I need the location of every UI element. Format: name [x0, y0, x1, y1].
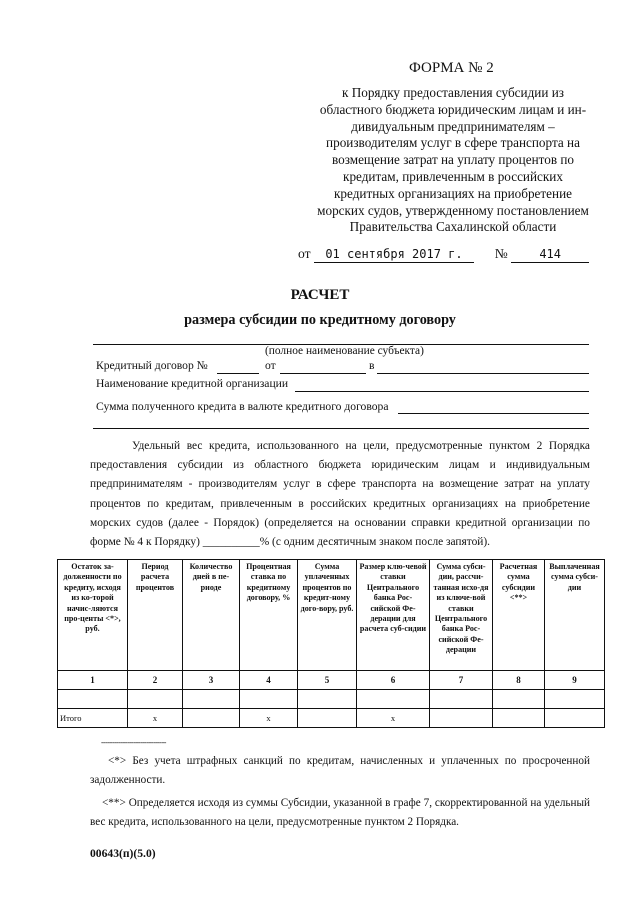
contract-date-field [280, 373, 366, 374]
column-header: Размер клю-чевой ставки Центрального банка Рос-сийской Фе-дерации для расчета суб-сидии [357, 560, 430, 671]
appendix-reference [296, 85, 610, 236]
credit-contract-label: Кредитный договор № [96, 359, 208, 372]
document-title: РАСЧЕТ [290, 287, 350, 303]
from-label: от [265, 359, 276, 372]
contract-place-field [377, 373, 589, 374]
column-number: 1 [58, 671, 128, 690]
footnote-2: <**> Определяется исходя из суммы Субсидии, указанной в графе 7, скорректированной на удельный вес кредита, использованного на цели, предусмотренные пунктом 2 Порядка. [90, 797, 590, 828]
table-row [58, 690, 605, 709]
resolution-number: 414 [511, 247, 589, 263]
column-header: Количество дней в пе-риоде [183, 560, 240, 671]
total-cell: х [128, 709, 183, 728]
total-cell: х [357, 709, 430, 728]
total-cell [493, 709, 545, 728]
column-header: Сумма уплаченных процентов по кредит-ному дого-вору, руб. [298, 560, 357, 671]
table-cell [357, 690, 430, 709]
column-header: Сумма субси-дии, рассчи-танная исхо-дя из ключе-вой ставки Центрального банка Рос-сийской Фе-дерации [430, 560, 493, 671]
percent-blank: __________ [202, 536, 260, 549]
number-sign: № [494, 246, 508, 261]
appendix-line: морских судов, утвержденному постановлением [317, 202, 589, 218]
credit-share-paragraph [90, 437, 590, 552]
column-number: 4 [240, 671, 298, 690]
table-cell [298, 690, 357, 709]
table-cell [430, 690, 493, 709]
column-number: 5 [298, 671, 357, 690]
appendix-line: возмещение затрат на уплату процентов по [331, 152, 575, 168]
appendix-line: производителям услуг в сфере транспорта на [326, 135, 580, 151]
total-cell: х [240, 709, 298, 728]
subject-caption: (полное наименование субъекта) [265, 345, 424, 357]
column-number: 3 [183, 671, 240, 690]
appendix-line: областного бюджета юридическим лицам и ин- [319, 101, 587, 117]
total-cell [298, 709, 357, 728]
in-label: в [369, 359, 375, 372]
column-number: 8 [493, 671, 545, 690]
appendix-line: Правительства Сахалинской области [349, 219, 557, 235]
column-header: Выплаченная сумма субси-дии [545, 560, 605, 671]
column-header: Расчетная сумма субсидии <**> [493, 560, 545, 671]
table-cell [493, 690, 545, 709]
document-subtitle: размера субсидии по кредитному договору [184, 312, 456, 328]
paragraph-text-end: % (с одним десятичным знаком после запятой). [259, 536, 491, 549]
table-header-row [58, 560, 605, 671]
appendix-line: кредитных организациях на приобретение [334, 185, 572, 201]
column-header: Остаток за-долженности по кредиту, исходя из ко-торой начис-ляются про-центы <*>, руб. [58, 560, 128, 671]
column-header: Процентная ставка по кредитному договору, % [240, 560, 298, 671]
credit-org-label: Наименование кредитной организации [96, 377, 289, 390]
column-number: 9 [545, 671, 605, 690]
column-number: 7 [430, 671, 493, 690]
paragraph-text: Удельный вес кредита, использованного на цели, предусмотренные пунктом 2 Порядка предоставления субсидии из областного бюджета юридическим лицам и индивидуальным предпринимателям - производителям услуг в сфере транспорта на возмещение затрат на уплату процентов по кредитам, привлеченным в российских кредитных организациях на приобретение морских судов (далее - Порядок) (определяется на основании справки кредитной организации по форме № 4 к Порядку) [90, 440, 590, 549]
table-cell [545, 690, 605, 709]
table-cell [240, 690, 298, 709]
credit-sum-label: Сумма полученного кредита в валюте кредитного договора [96, 400, 389, 413]
contract-number-field [217, 373, 259, 374]
total-row [58, 709, 605, 728]
date-prefix: от [298, 246, 311, 261]
table-cell [128, 690, 183, 709]
column-number-row [58, 671, 605, 690]
total-cell [430, 709, 493, 728]
total-cell [183, 709, 240, 728]
column-number: 2 [128, 671, 183, 690]
resolution-date: 01 сентября 2017 г. [314, 247, 474, 263]
document-code: 00643(п)(5.0) [90, 847, 156, 860]
footnote-1: <*> Без учета штрафных санкций по кредитам, начисленных и уплаченных по просроченной задолженности. [90, 755, 590, 786]
credit-sum-field-continued [93, 428, 589, 429]
credit-sum-field [398, 413, 589, 414]
total-label: Итого [58, 709, 128, 728]
table-cell [58, 690, 128, 709]
column-number: 6 [357, 671, 430, 690]
resolution-date-row [298, 246, 589, 263]
appendix-line: к Порядку предоставления субсидии из [342, 85, 564, 100]
form-number: ФОРМА № 2 [409, 60, 494, 76]
total-cell [545, 709, 605, 728]
subsidy-calculation-table [57, 559, 605, 728]
appendix-line: дивидуальным предпринимателям – [351, 118, 555, 134]
credit-org-field [295, 391, 589, 392]
appendix-line: кредитам, привлеченным в российских [343, 168, 563, 184]
column-header: Период расчета процентов [128, 560, 183, 671]
footnote-separator: ------------------------------ [101, 738, 166, 747]
table-cell [183, 690, 240, 709]
